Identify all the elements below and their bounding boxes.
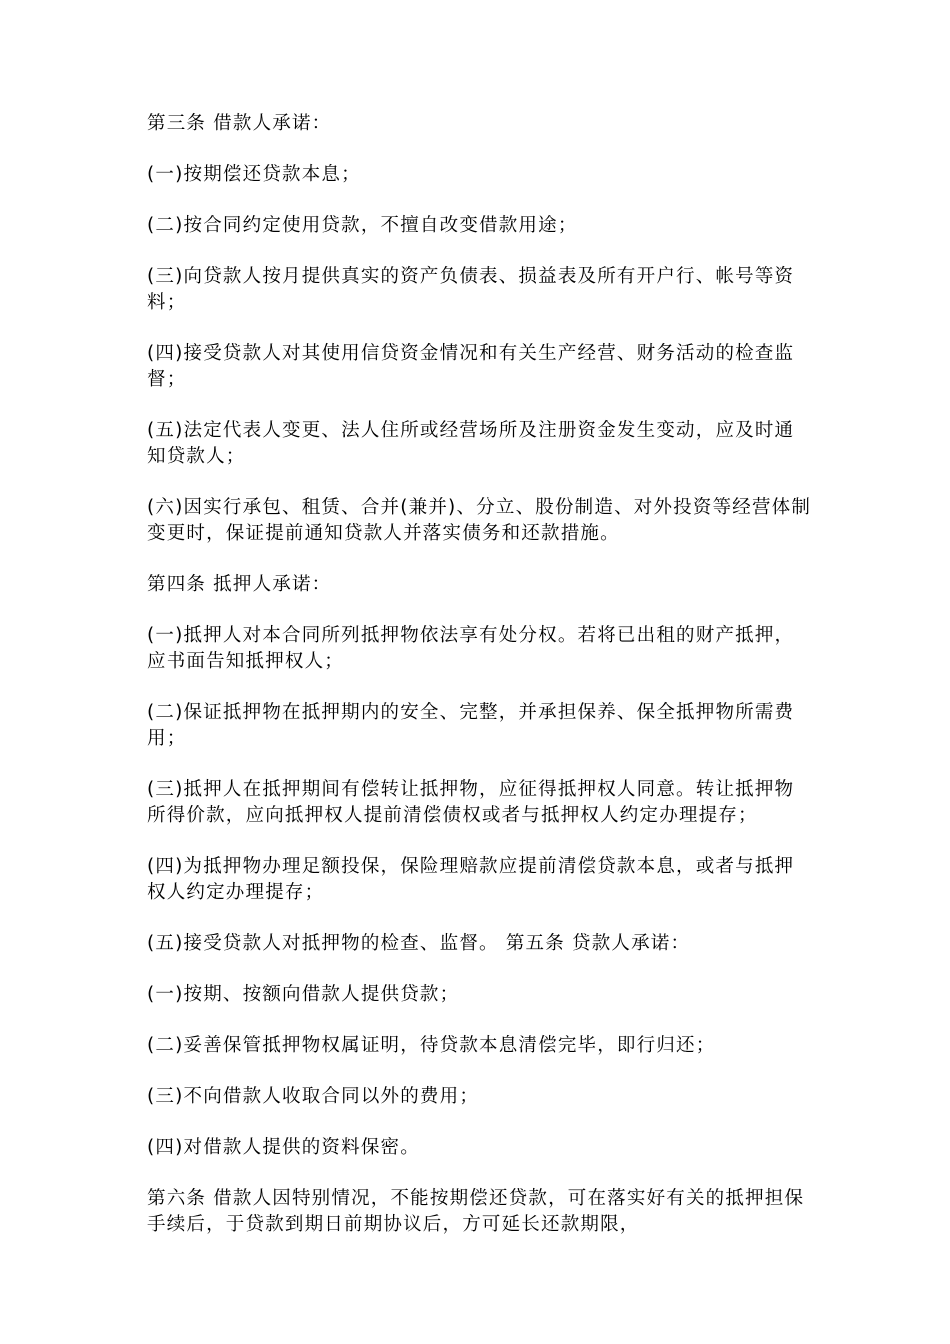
article-3-item-5: (五)法定代表人变更、法人住所或经营场所及注册资金发生变动，应及时通知贷款人； <box>147 420 795 467</box>
article-3-heading: 第三条 借款人承诺： <box>147 113 332 134</box>
article-4-item-3: (三)抵押人在抵押期间有偿转让抵押物，应征得抵押权人同意。转让抵押物所得价款，应向抵押权人提前清偿债权或者与抵押权人约定办理提存； <box>147 779 795 826</box>
article-4-item-1: (一)抵押人对本合同所列抵押物依法享有处分权。若将已出租的财产抵押，应书面告知抵押权人； <box>147 625 795 672</box>
article-3-item-6: (六)因实行承包、租赁、合并(兼并)、分立、股份制造、对外投资等经营体制变更时，保证提前通知贷款人并落实债务和还款措施。 <box>147 497 812 544</box>
article-4-item-4: (四)为抵押物办理足额投保，保险理赔款应提前清偿贷款本息，或者与抵押权人约定办理提存； <box>147 856 795 903</box>
article-3-item-3: (三)向贷款人按月提供真实的资产负债表、损益表及所有开户行、帐号等资料； <box>147 266 795 313</box>
article-4-heading: 第四条 抵押人承诺： <box>147 574 332 595</box>
article-5-item-2: (二)妥善保管抵押物权属证明，待贷款本息清偿完毕，即行归还； <box>147 1035 716 1056</box>
article-6-text: 第六条 借款人因特别情况，不能按期偿还贷款，可在落实好有关的抵押担保手续后，于贷款到期日前期协议后，方可延长还款期限， <box>147 1188 805 1235</box>
article-5-item-3: (三)不向借款人收取合同以外的费用； <box>147 1086 480 1107</box>
article-5-item-1: (一)按期、按额向借款人提供贷款； <box>147 984 460 1005</box>
article-3-item-1: (一)按期偿还贷款本息； <box>147 164 361 185</box>
article-4-item-5-and-article-5-heading: (五)接受贷款人对抵押物的检查、监督。 第五条 贷款人承诺： <box>147 933 691 954</box>
article-3-item-2: (二)按合同约定使用贷款，不擅自改变借款用途； <box>147 215 578 236</box>
article-4-item-2: (二)保证抵押物在抵押期内的安全、完整，并承担保养、保全抵押物所需费用； <box>147 702 795 749</box>
document-body <box>147 111 812 1263</box>
article-5-item-4: (四)对借款人提供的资料保密。 <box>147 1137 420 1158</box>
article-3-item-4: (四)接受贷款人对其使用信贷资金情况和有关生产经营、财务活动的检查监督； <box>147 343 795 390</box>
